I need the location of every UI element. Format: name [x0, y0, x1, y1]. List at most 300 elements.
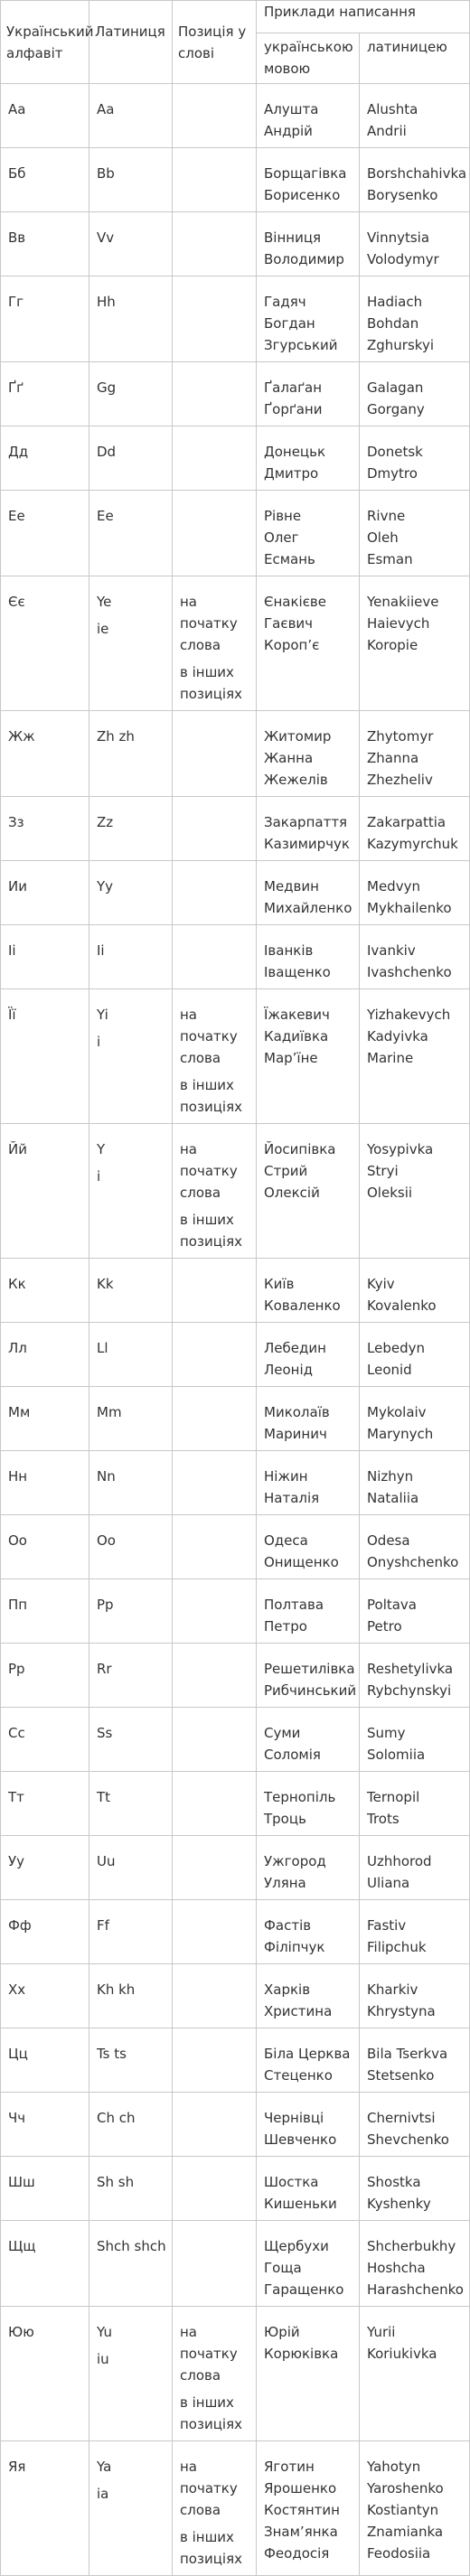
latin-examples [360, 362, 470, 426]
position-note: в інших позиціях [180, 664, 242, 702]
table-row [1, 84, 470, 148]
ukrainian-examples [257, 1900, 360, 1964]
ukrainian-example: Вінниця [264, 229, 322, 246]
cyrillic-letter [1, 989, 89, 1124]
position-cell [173, 2028, 257, 2093]
cyrillic-letter-text: Аа [8, 101, 26, 117]
latin-example: Shevchenko [367, 2131, 449, 2148]
latin-example: Petro [367, 1618, 402, 1635]
ukrainian-example: Миколаїв [264, 1404, 330, 1420]
ukrainian-examples [257, 426, 360, 491]
latin-example: Mykolaiv [367, 1404, 427, 1420]
latin-letter [89, 2028, 173, 2093]
ukrainian-examples [257, 711, 360, 797]
ukrainian-examples [257, 2093, 360, 2157]
header-alphabet: Український алфавіт [1, 1, 89, 84]
ukrainian-example: Андрій [264, 123, 313, 139]
ukrainian-example: Есмань [264, 551, 315, 567]
latin-example: Feodosiia [367, 2545, 431, 2562]
table-row [1, 1515, 470, 1579]
latin-example: Khrystyna [367, 2003, 436, 2019]
ukrainian-examples [257, 362, 360, 426]
position-cell [173, 426, 257, 491]
ukrainian-example: Христина [264, 2003, 333, 2019]
ukrainian-examples [257, 1451, 360, 1515]
ukrainian-example: Уляна [264, 1875, 306, 1891]
cyrillic-letter-text: Фф [8, 1917, 32, 1934]
cyrillic-letter-text: Вв [8, 229, 26, 246]
latin-examples [360, 2307, 470, 2441]
ukrainian-examples [257, 1579, 360, 1644]
ukrainian-example: Наталія [264, 1490, 320, 1506]
latin-example: Dmytro [367, 465, 418, 482]
position-cell [173, 276, 257, 362]
cyrillic-letter [1, 426, 89, 491]
cyrillic-letter-text: Ее [8, 508, 25, 524]
ukrainian-example: Донецьк [264, 444, 326, 460]
latin-examples [360, 1387, 470, 1451]
latin-examples [360, 2093, 470, 2157]
table-row [1, 1708, 470, 1772]
latin-example: Shostka [367, 2174, 421, 2190]
ukrainian-example: Закарпаття [264, 814, 348, 830]
latin-examples [360, 1124, 470, 1259]
latin-example: Kadyivka [367, 1028, 428, 1044]
table-row [1, 2093, 470, 2157]
position-cell [173, 362, 257, 426]
ukrainian-examples [257, 1515, 360, 1579]
table-row [1, 1900, 470, 1964]
ukrainian-example: Кадиївка [264, 1028, 329, 1044]
position-cell [173, 2441, 257, 2576]
table-row [1, 362, 470, 426]
latin-variant: Oo [97, 1532, 116, 1549]
latin-example: Zghurskyi [367, 337, 434, 353]
table-row [1, 1124, 470, 1259]
ukrainian-example: Іващенко [264, 964, 331, 980]
ukrainian-example: Іванків [264, 942, 314, 959]
cyrillic-letter-text: Уу [8, 1853, 25, 1869]
table-row [1, 1772, 470, 1836]
latin-letter [89, 2093, 173, 2157]
table-row [1, 711, 470, 797]
latin-example: Yaroshenko [367, 2480, 444, 2496]
latin-letter [89, 362, 173, 426]
ukrainian-example: Петро [264, 1618, 307, 1635]
latin-example: Trots [367, 1811, 400, 1827]
ukrainian-examples [257, 1644, 360, 1708]
table-row [1, 1836, 470, 1900]
ukrainian-example: Біла Церква [264, 2046, 351, 2062]
position-cell [173, 576, 257, 711]
latin-examples [360, 276, 470, 362]
cyrillic-letter [1, 2028, 89, 2093]
cyrillic-letter-text: Жж [8, 728, 35, 745]
table-row [1, 1323, 470, 1387]
ukrainian-examples [257, 1387, 360, 1451]
latin-examples [360, 1515, 470, 1579]
latin-example: Oleh [367, 529, 399, 546]
ukrainian-example: Рівне [264, 508, 302, 524]
table-row [1, 148, 470, 212]
ukrainian-example: Гаєвич [264, 615, 314, 632]
cyrillic-letter-text: Ґґ [8, 379, 24, 396]
ukrainian-example: Кишеньки [264, 2196, 337, 2212]
ukrainian-example: Філіпчук [264, 1939, 325, 1955]
latin-example: Reshetylivka [367, 1661, 454, 1677]
position-cell [173, 1900, 257, 1964]
table-row [1, 1579, 470, 1644]
latin-example: Kovalenko [367, 1297, 437, 1314]
ukrainian-examples [257, 276, 360, 362]
latin-example: Yenakiieve [367, 594, 439, 610]
header-examples: Приклади написання [257, 1, 470, 33]
position-cell [173, 1644, 257, 1708]
latin-variant: Ii [97, 942, 105, 959]
position-note: на початку слова [180, 1141, 238, 1201]
latin-variant: Yy [97, 878, 114, 895]
ukrainian-example: Жанна [264, 750, 314, 766]
latin-example: Fastiv [367, 1917, 407, 1934]
position-cell [173, 2307, 257, 2441]
latin-variant: Shch shch [97, 2238, 166, 2254]
latin-example: Poltava [367, 1597, 417, 1613]
table-row [1, 2028, 470, 2093]
cyrillic-letter-text: Пп [8, 1597, 28, 1613]
table-row [1, 2157, 470, 2221]
ukrainian-examples [257, 2157, 360, 2221]
latin-letter [89, 861, 173, 925]
latin-letter [89, 1579, 173, 1644]
table-row [1, 1259, 470, 1323]
cyrillic-letter [1, 276, 89, 362]
ukrainian-example: Стрий [264, 1163, 308, 1179]
ukrainian-example: Онищенко [264, 1554, 339, 1570]
cyrillic-letter [1, 1772, 89, 1836]
cyrillic-letter [1, 2157, 89, 2221]
latin-example: Stryi [367, 1163, 399, 1179]
ukrainian-examples [257, 989, 360, 1124]
cyrillic-letter [1, 1708, 89, 1772]
table-body [1, 84, 470, 2576]
ukrainian-example: Шевченко [264, 2131, 337, 2148]
latin-letter [89, 797, 173, 861]
latin-letter [89, 276, 173, 362]
latin-example: Harashchenko [367, 2281, 464, 2298]
latin-example: Borysenko [367, 187, 438, 203]
position-cell [173, 989, 257, 1124]
table-row [1, 276, 470, 362]
ukrainian-example: Жежелів [264, 772, 328, 788]
latin-variant: Zz [97, 814, 114, 830]
latin-example: Stetsenko [367, 2067, 435, 2084]
ukrainian-example: Юрій [264, 2324, 300, 2340]
latin-example: Medvyn [367, 878, 420, 895]
ukrainian-example: Дмитро [264, 465, 319, 482]
latin-variant: Uu [97, 1853, 116, 1869]
cyrillic-letter [1, 1900, 89, 1964]
cyrillic-letter [1, 1836, 89, 1900]
cyrillic-letter [1, 1515, 89, 1579]
ukrainian-example: Гадяч [264, 294, 306, 310]
table-row [1, 797, 470, 861]
latin-example: Nizhyn [367, 1468, 414, 1485]
latin-letter [89, 1451, 173, 1515]
cyrillic-letter [1, 2093, 89, 2157]
latin-example: Alushta [367, 101, 418, 117]
cyrillic-letter-text: Яя [8, 2459, 26, 2475]
latin-variant: Kh kh [97, 1981, 136, 1998]
ukrainian-examples [257, 2441, 360, 2576]
latin-example: Koropie [367, 637, 418, 653]
latin-examples [360, 711, 470, 797]
cyrillic-letter-text: Єє [8, 594, 25, 610]
position-cell [173, 1259, 257, 1323]
table-row [1, 212, 470, 276]
position-cell [173, 861, 257, 925]
latin-example: Bila Tserkva [367, 2046, 448, 2062]
latin-examples [360, 2441, 470, 2576]
latin-variant: Ff [97, 1917, 109, 1934]
cyrillic-letter-text: Шш [8, 2174, 35, 2190]
cyrillic-letter-text: Нн [8, 1468, 28, 1485]
table-row [1, 2441, 470, 2576]
position-cell [173, 1836, 257, 1900]
ukrainian-example: Леонід [264, 1362, 314, 1378]
position-cell [173, 1323, 257, 1387]
latin-examples [360, 1900, 470, 1964]
latin-variant: Tt [97, 1789, 111, 1805]
latin-example: Zhytomyr [367, 728, 434, 745]
cyrillic-letter-text: Чч [8, 2110, 26, 2126]
ukrainian-example: Казимирчук [264, 836, 350, 852]
cyrillic-letter [1, 711, 89, 797]
latin-variant: ia [97, 2486, 109, 2502]
ukrainian-example: Ужгород [264, 1853, 326, 1869]
latin-example: Zakarpattia [367, 814, 446, 830]
ukrainian-examples [257, 1323, 360, 1387]
ukrainian-example: Борщагівка [264, 165, 347, 182]
latin-variant: ie [97, 621, 109, 637]
ukrainian-example: Решетилівка [264, 1661, 355, 1677]
latin-variant: Ch ch [97, 2110, 136, 2126]
latin-variant: iu [97, 2351, 109, 2367]
ukrainian-example: Полтава [264, 1597, 324, 1613]
ukrainian-examples [257, 861, 360, 925]
latin-examples [360, 426, 470, 491]
position-cell [173, 797, 257, 861]
latin-example: Odesa [367, 1532, 410, 1549]
latin-example: Zhanna [367, 750, 419, 766]
ukrainian-examples [257, 1708, 360, 1772]
cyrillic-letter-text: Дд [8, 444, 29, 460]
latin-examples [360, 1964, 470, 2028]
latin-example: Solomiia [367, 1747, 426, 1763]
latin-example: Bohdan [367, 315, 419, 332]
cyrillic-letter [1, 1124, 89, 1259]
position-note: на початку слова [180, 1007, 238, 1066]
cyrillic-letter-text: Гг [8, 294, 24, 310]
latin-examples [360, 491, 470, 576]
latin-example: Rivne [367, 508, 406, 524]
position-cell [173, 1124, 257, 1259]
ukrainian-example: Володимир [264, 251, 344, 267]
ukrainian-example: Харків [264, 1981, 311, 1998]
ukrainian-example: Шостка [264, 2174, 319, 2190]
latin-variant: Gg [97, 379, 117, 396]
latin-letter [89, 212, 173, 276]
table-header [1, 1, 470, 84]
cyrillic-letter-text: Її [8, 1007, 16, 1023]
latin-example: Znamianka [367, 2524, 444, 2540]
header-latin-script: латиницею [360, 33, 470, 84]
latin-letter [89, 2157, 173, 2221]
latin-variant: Y [97, 1141, 106, 1157]
table-row [1, 861, 470, 925]
cyrillic-letter-text: Цц [8, 2046, 28, 2062]
ukrainian-example: Михайленко [264, 900, 352, 916]
ukrainian-example: Київ [264, 1276, 295, 1292]
cyrillic-letter [1, 2441, 89, 2576]
ukrainian-example: Яготин [264, 2459, 315, 2475]
latin-examples [360, 1644, 470, 1708]
ukrainian-example: Житомир [264, 728, 332, 745]
latin-letter [89, 2307, 173, 2441]
ukrainian-example: Рибчинський [264, 1682, 357, 1699]
position-cell [173, 2221, 257, 2307]
latin-variant: Ss [97, 1725, 113, 1741]
latin-example: Chernivtsi [367, 2110, 436, 2126]
cyrillic-letter [1, 1644, 89, 1708]
ukrainian-example: Олег [264, 529, 299, 546]
cyrillic-letter [1, 491, 89, 576]
ukrainian-example: Суми [264, 1725, 301, 1741]
cyrillic-letter-text: Зз [8, 814, 24, 830]
ukrainian-examples [257, 212, 360, 276]
latin-letter [89, 84, 173, 148]
latin-variant: Dd [97, 444, 117, 460]
ukrainian-examples [257, 925, 360, 989]
latin-examples [360, 576, 470, 711]
ukrainian-example: Одеса [264, 1532, 308, 1549]
header-position: Позиція у слові [173, 1, 257, 84]
ukrainian-examples [257, 2028, 360, 2093]
ukrainian-example: Борисенко [264, 187, 341, 203]
position-cell [173, 1515, 257, 1579]
latin-example: Yurii [367, 2324, 396, 2340]
latin-example: Uliana [367, 1875, 410, 1891]
table-row [1, 1644, 470, 1708]
position-cell [173, 711, 257, 797]
ukrainian-example: Соломія [264, 1747, 321, 1763]
ukrainian-examples [257, 1772, 360, 1836]
ukrainian-example: Єнакієве [264, 594, 327, 610]
latin-letter [89, 2441, 173, 2576]
latin-examples [360, 212, 470, 276]
ukrainian-example: Медвин [264, 878, 319, 895]
latin-letter [89, 1515, 173, 1579]
position-note: в інших позиціях [180, 2529, 242, 2567]
cyrillic-letter [1, 2307, 89, 2441]
position-cell [173, 1772, 257, 1836]
latin-example: Ivankiv [367, 942, 416, 959]
latin-variant: Yu [97, 2324, 112, 2340]
latin-example: Uzhhorod [367, 1853, 432, 1869]
latin-variant: Zh zh [97, 728, 135, 745]
latin-example: Ternopil [367, 1789, 420, 1805]
latin-example: Donetsk [367, 444, 423, 460]
latin-example: Kazymyrchuk [367, 836, 458, 852]
latin-letter [89, 491, 173, 576]
latin-variant: Ee [97, 508, 114, 524]
cyrillic-letter [1, 1323, 89, 1387]
ukrainian-example: Гаращенко [264, 2281, 344, 2298]
position-cell [173, 2157, 257, 2221]
cyrillic-letter [1, 212, 89, 276]
latin-example: Marine [367, 1050, 414, 1066]
ukrainian-example: Чернівці [264, 2110, 324, 2126]
ukrainian-example: Гоща [264, 2260, 302, 2276]
cyrillic-letter-text: Сс [8, 1725, 25, 1741]
latin-examples [360, 2221, 470, 2307]
ukrainian-examples [257, 491, 360, 576]
ukrainian-examples [257, 1259, 360, 1323]
latin-letter [89, 148, 173, 212]
ukrainian-example: Стеценко [264, 2067, 333, 2084]
ukrainian-examples [257, 1124, 360, 1259]
ukrainian-examples [257, 148, 360, 212]
ukrainian-examples [257, 2307, 360, 2441]
cyrillic-letter [1, 362, 89, 426]
latin-example: Andrii [367, 123, 407, 139]
cyrillic-letter [1, 1964, 89, 2028]
ukrainian-example: Їжакевич [264, 1007, 330, 1023]
latin-example: Filipchuk [367, 1939, 427, 1955]
latin-examples [360, 861, 470, 925]
latin-variant: Vv [97, 229, 115, 246]
cyrillic-letter-text: Щщ [8, 2238, 36, 2254]
cyrillic-letter [1, 861, 89, 925]
latin-examples [360, 1836, 470, 1900]
latin-example: Oleksii [367, 1185, 413, 1201]
ukrainian-example: Троць [264, 1811, 306, 1827]
latin-letter [89, 2221, 173, 2307]
latin-examples [360, 2028, 470, 2093]
position-cell [173, 491, 257, 576]
cyrillic-letter-text: Юю [8, 2324, 34, 2340]
table-row [1, 491, 470, 576]
latin-letter [89, 576, 173, 711]
latin-letter [89, 1964, 173, 2028]
latin-letter [89, 1387, 173, 1451]
position-note: в інших позиціях [180, 1212, 242, 1250]
cyrillic-letter [1, 1451, 89, 1515]
latin-variant: Kk [97, 1276, 114, 1292]
position-cell [173, 212, 257, 276]
cyrillic-letter [1, 797, 89, 861]
latin-example: Rybchynskyi [367, 1682, 452, 1699]
position-cell [173, 84, 257, 148]
latin-example: Kyiv [367, 1276, 395, 1292]
latin-letter [89, 1900, 173, 1964]
cyrillic-letter-text: Хх [8, 1981, 26, 1998]
ukrainian-example: Ніжин [264, 1468, 308, 1485]
latin-variant: Aa [97, 101, 115, 117]
latin-example: Sumy [367, 1725, 406, 1741]
cyrillic-letter-text: Бб [8, 165, 26, 182]
table-row [1, 426, 470, 491]
latin-variant: i [97, 1034, 101, 1050]
